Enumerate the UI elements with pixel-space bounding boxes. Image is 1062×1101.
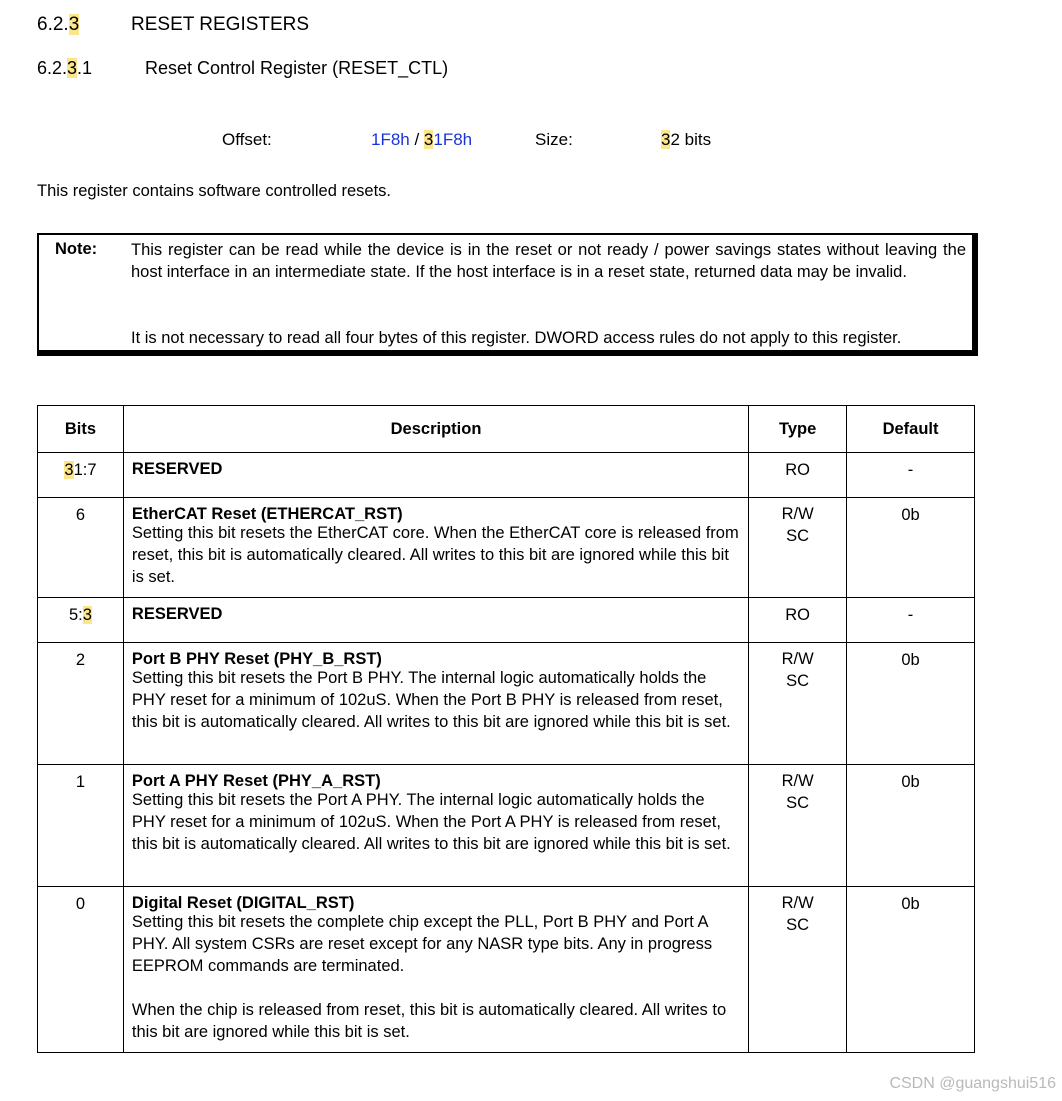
intro-text: This register contains software controlled resets. xyxy=(37,182,391,200)
note-label: Note: xyxy=(55,240,98,258)
subsection-number: 6.2.3.1 xyxy=(37,58,93,78)
cell-description: EtherCAT Reset (ETHERCAT_RST) Setting this bit resets the EtherCAT core. When the EtherCAT core is released from reset, this bit is automatically cleared. All writes to this bit are ignored while this bit is set. xyxy=(123,498,748,598)
table-header-row xyxy=(38,406,975,453)
note-box xyxy=(37,233,978,356)
cell-default: 0b xyxy=(847,643,975,765)
cell-bits: 2 xyxy=(38,643,124,765)
cell-bits: 6 xyxy=(38,498,124,598)
cell-type: R/W SC xyxy=(749,498,847,598)
table-row xyxy=(38,598,975,643)
cell-type: R/W SC xyxy=(749,765,847,887)
cell-bits: 0 xyxy=(38,887,124,1053)
table-row xyxy=(38,643,975,765)
cell-default: - xyxy=(847,598,975,643)
cell-default: 0b xyxy=(847,765,975,887)
header-type: Type xyxy=(749,406,847,453)
subsection-title: Reset Control Register (RESET_CTL) xyxy=(145,58,449,78)
cell-description: Port A PHY Reset (PHY_A_RST) Setting this bit resets the Port A PHY. The internal logic automatically holds the PHY reset for a minimum of 102uS. When the Port A PHY is released from reset, this bit is automatically cleared. All writes to this bit are ignored while this bit is set. xyxy=(123,765,748,887)
cell-description: Digital Reset (DIGITAL_RST) Setting this bit resets the complete chip except the PLL, Port B PHY and Port A PHY. All system CSRs are reset except for any NASR type bits. Any in progress EEPROM commands are terminated. When the chip is released from reset, this bit is automatically cleared. All writes to this bit are ignored while this bit is set. xyxy=(123,887,748,1053)
size-label: Size: xyxy=(535,130,573,149)
cell-type: RO xyxy=(749,598,847,643)
section-heading xyxy=(37,14,79,36)
cell-default: - xyxy=(847,453,975,498)
table-row xyxy=(38,765,975,887)
offset-label: Offset: xyxy=(222,130,272,149)
cell-bits: 1 xyxy=(38,765,124,887)
cell-default: 0b xyxy=(847,498,975,598)
header-default: Default xyxy=(847,406,975,453)
note-paragraph-2: It is not necessary to read all four bytes of this register. DWORD access rules do not apply to this register. xyxy=(131,329,902,347)
cell-default: 0b xyxy=(847,887,975,1053)
table-row xyxy=(38,498,975,598)
note-paragraph-1: This register can be read while the device is in the reset or not ready / power savings states without leaving the host interface in an intermediate state. If the host interface is in a reset state, returned data may be invalid. xyxy=(131,241,966,281)
table-row xyxy=(38,887,975,1053)
cell-type: RO xyxy=(749,453,847,498)
cell-bits: 31:7 xyxy=(38,453,124,498)
size-value: 32 bits xyxy=(661,130,712,149)
header-description: Description xyxy=(123,406,748,453)
section-title: RESET REGISTERS xyxy=(131,14,310,35)
register-table xyxy=(37,405,975,1053)
cell-bits: 5:3 xyxy=(38,598,124,643)
cell-type: R/W SC xyxy=(749,887,847,1053)
cell-type: R/W SC xyxy=(749,643,847,765)
cell-description: Port B PHY Reset (PHY_B_RST) Setting this bit resets the Port B PHY. The internal logic automatically holds the PHY reset for a minimum of 102uS. When the Port B PHY is released from reset, this bit is automatically cleared. All writes to this bit are ignored while this bit is set. xyxy=(123,643,748,765)
cell-description: RESERVED xyxy=(123,598,748,643)
header-bits: Bits xyxy=(38,406,124,453)
watermark: CSDN @guangshui516 xyxy=(889,1075,1056,1092)
offset-value: 1F8h / 31F8h xyxy=(371,130,473,149)
section-number: 6.2.3 xyxy=(37,14,80,35)
cell-description: RESERVED xyxy=(123,453,748,498)
table-row xyxy=(38,453,975,498)
